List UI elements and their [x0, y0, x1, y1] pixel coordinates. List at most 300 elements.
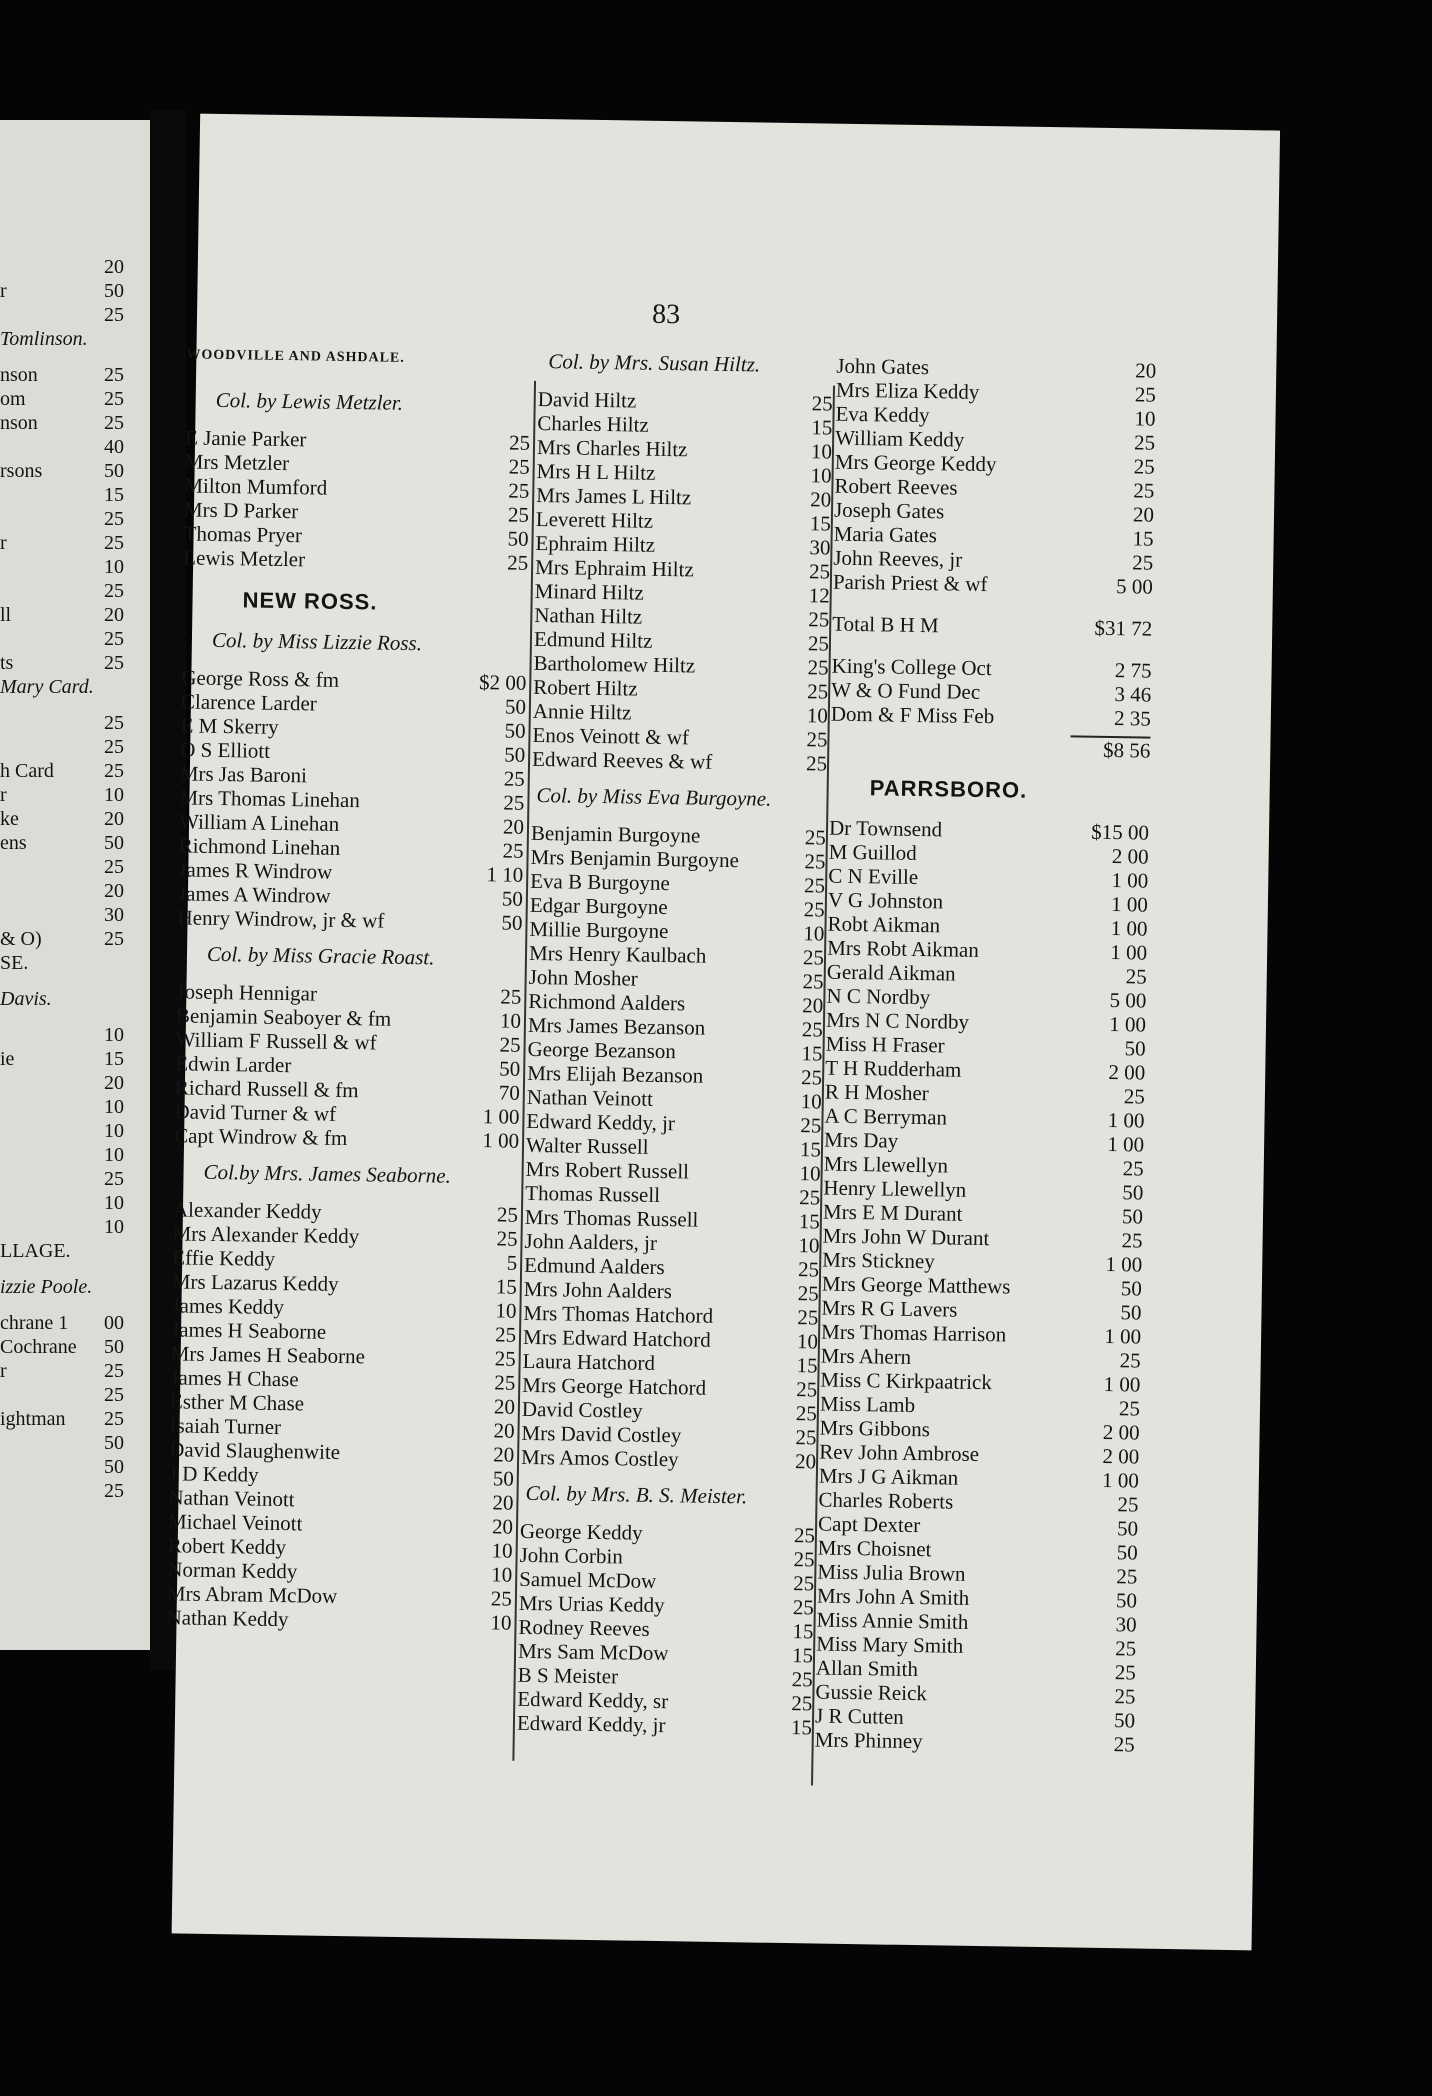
donation-amount: 15: [791, 1643, 814, 1668]
collector-heading: Col. by Miss Lizzie Ross.: [211, 627, 423, 656]
left-page-text: h Card: [0, 760, 54, 782]
donor-name: Miss H Fraser: [825, 1031, 945, 1058]
left-page-amount: 20: [104, 256, 124, 278]
donation-amount: 2 35: [1113, 706, 1152, 731]
donation-amount: 15: [495, 1274, 518, 1299]
donor-name: Leverett Hiltz: [535, 506, 654, 533]
donor-name: Mrs Henry Kaulbach: [528, 940, 707, 968]
donor-name: T H Rudderham: [825, 1055, 962, 1082]
donation-amount: 50: [1116, 1516, 1139, 1541]
donation-amount: 25: [1115, 1636, 1137, 1661]
left-page-amount: 20: [104, 1072, 124, 1094]
donor-name: George Keddy: [519, 1518, 643, 1545]
donation-amount: 50: [492, 1466, 514, 1491]
left-page-amount: 40: [104, 436, 124, 458]
donation-amount: 25: [1118, 1396, 1141, 1421]
donation-amount: 25: [797, 1257, 820, 1282]
donor-name: Mrs Jas Baroni: [179, 761, 308, 788]
donor-name: Parish Priest & wf: [832, 569, 988, 597]
donation-amount: 25: [1114, 1660, 1137, 1685]
left-page-amount: [84, 988, 150, 1012]
donation-amount: 25: [507, 502, 530, 527]
donation-amount: 2 00: [1111, 844, 1149, 869]
donation-amount: 25: [494, 1346, 516, 1371]
donation-amount: 2 75: [1114, 658, 1152, 683]
left-page-amount: 25: [104, 760, 124, 782]
donation-amount: 25: [507, 550, 529, 575]
left-page-row: [0, 1384, 150, 1408]
donation-amount: 25: [503, 766, 525, 791]
donor-name: William Keddy: [835, 425, 965, 452]
sum-amount: $8 56: [1102, 737, 1151, 763]
donation-amount: 1 00: [482, 1128, 520, 1153]
left-page-amount: 10: [104, 1024, 124, 1046]
donation-amount: 10: [491, 1562, 513, 1587]
left-page-amount: 25: [104, 1360, 124, 1382]
donor-name: Norman Keddy: [167, 1557, 298, 1584]
donor-name: Thomas Pryer: [183, 521, 303, 548]
donation-amount: 50: [1122, 1180, 1144, 1205]
page-number: 83: [651, 298, 681, 331]
donor-name: Alexander Keddy: [172, 1197, 322, 1224]
left-page-row: [0, 364, 150, 388]
left-page-row: [0, 712, 150, 736]
donation-amount: 25: [793, 1571, 815, 1596]
left-page-row: [0, 328, 150, 352]
donation-amount: 10: [799, 1161, 821, 1186]
left-page-text: Mary Card.: [0, 676, 94, 698]
donation-amount: 25: [1122, 1156, 1144, 1181]
left-page-row: [0, 784, 150, 808]
donation-amount: 25: [811, 391, 833, 416]
donor-name: David Turner & wf: [174, 1099, 337, 1126]
donor-name: Mrs Thomas Hatchord: [523, 1300, 714, 1328]
column-2: [517, 349, 834, 1739]
donation-amount: 25: [1125, 964, 1147, 989]
donation-amount: 25: [806, 727, 828, 752]
donation-amount: 30: [1115, 1612, 1137, 1637]
donor-row: [183, 545, 528, 574]
donation-amount: 25: [494, 1370, 516, 1395]
donation-amount: 1 00: [1105, 1251, 1143, 1277]
donor-name: Mrs Eliza Keddy: [835, 377, 980, 404]
donor-name: Edmund Aalders: [523, 1252, 665, 1280]
donation-amount: 25: [797, 1305, 819, 1330]
donor-name: Nathan Keddy: [166, 1605, 289, 1632]
donor-name: Mrs Sam McDow: [517, 1638, 669, 1666]
left-page-text: LLAGE.: [0, 1240, 71, 1262]
donor-name: Nathan Veinott: [526, 1084, 654, 1111]
left-page-row: [0, 652, 150, 676]
left-page-row: [0, 628, 150, 652]
donation-amount: 50: [501, 886, 524, 911]
donor-name: Minard Hiltz: [534, 578, 644, 605]
donor-name: William A Linehan: [178, 809, 340, 836]
donor-name: Richmond Linehan: [178, 833, 341, 860]
donation-amount: 15: [798, 1209, 821, 1234]
collector-heading: Col. by Miss Eva Burgoyne.: [536, 782, 772, 811]
donor-name: Milton Mumford: [184, 473, 328, 500]
left-page-amount: 10: [104, 556, 124, 578]
donor-name: Joseph Gates: [833, 497, 945, 524]
left-page-text: om: [0, 388, 26, 410]
donation-amount: 25: [503, 790, 525, 815]
total-label: Total B H M: [832, 611, 939, 638]
parish-heading: PARRSBORO.: [869, 775, 1028, 803]
donation-amount: 25: [500, 984, 522, 1009]
donation-amount: 25: [808, 607, 830, 632]
donor-name: James R Windrow: [178, 857, 333, 884]
donation-amount: 50: [1113, 1708, 1136, 1733]
donation-amount: 25: [1119, 1348, 1141, 1373]
donor-name: Mrs George Hatchord: [522, 1372, 707, 1400]
donation-amount: 10: [490, 1610, 512, 1635]
left-page-text: ie: [0, 1048, 15, 1070]
donation-amount: 5: [506, 1250, 518, 1275]
donor-name: John Mosher: [528, 964, 638, 991]
collector-heading: Col. by Miss Gracie Roast.: [206, 941, 435, 970]
left-page-amount: 25: [104, 628, 124, 650]
book-page: [166, 114, 1280, 1951]
left-page-amount: 20: [104, 604, 124, 626]
donor-name: Richard Russell & fm: [174, 1075, 359, 1103]
donor-name: Mrs David Costley: [521, 1420, 682, 1448]
donation-amount: 5 00: [1109, 988, 1147, 1013]
donation-amount: 20: [794, 1449, 817, 1474]
left-page-text: & O): [0, 928, 42, 950]
donor-name: Mrs James L Hiltz: [536, 482, 692, 510]
donor-name: Thomas Russell: [525, 1180, 661, 1207]
left-page-amount: 25: [104, 736, 124, 758]
donor-row: [831, 702, 1151, 731]
donation-amount: 25: [800, 1065, 823, 1090]
left-page-amount: 25: [104, 1384, 124, 1406]
donation-amount: 25: [807, 631, 830, 656]
donor-name: Henry Llewellyn: [823, 1175, 967, 1202]
left-page-amount: 15: [104, 484, 124, 506]
donor-name: Miss Mary Smith: [816, 1631, 964, 1658]
donor-name: Rev John Ambrose: [819, 1439, 980, 1467]
donor-name: Mrs J G Aikman: [818, 1463, 959, 1490]
collector-heading: Col.by Mrs. James Seaborne.: [203, 1159, 452, 1188]
donation-amount: 3 46: [1114, 682, 1152, 707]
donation-amount: 25: [795, 1425, 817, 1450]
left-page-row: [0, 928, 150, 952]
left-page-amount: 10: [104, 1144, 124, 1166]
donor-name: Joseph Hennigar: [176, 979, 318, 1006]
donation-amount: 25: [804, 825, 827, 850]
donor-name: Mrs James H Seaborne: [170, 1341, 366, 1369]
left-page-amount: 20: [104, 880, 124, 902]
donor-name: James H Chase: [170, 1365, 299, 1392]
donor-name: Charles Hiltz: [537, 410, 649, 437]
left-page-row: [0, 580, 150, 604]
donation-amount: 25: [801, 1017, 824, 1042]
left-page-row: [0, 832, 150, 856]
donor-name: Mrs Charles Hiltz: [536, 434, 688, 462]
donor-name: Edgar Burgoyne: [529, 892, 668, 920]
donation-amount: $15 00: [1091, 819, 1150, 845]
left-page-row: [0, 1216, 150, 1240]
donor-name: Mrs Metzler: [184, 449, 290, 476]
left-page-amount: 50: [104, 1456, 124, 1478]
donation-amount: 1 10: [486, 862, 524, 887]
donor-name: John Gates: [836, 353, 930, 380]
donation-amount: 1 00: [482, 1104, 520, 1129]
donor-name: George Bezanson: [527, 1036, 677, 1064]
left-page-row: [0, 676, 150, 700]
donation-amount: 25: [499, 1032, 521, 1057]
donor-name: Edmund Hiltz: [533, 626, 653, 653]
donation-amount: 25: [803, 873, 826, 898]
donation-amount: 25: [1123, 1084, 1146, 1109]
donor-name: Edward Keddy, jr: [526, 1108, 676, 1136]
donor-name: Richmond Aalders: [528, 988, 686, 1016]
donation-amount: 20: [810, 487, 832, 512]
left-page-row: [0, 256, 150, 280]
left-page-amount: 25: [104, 928, 124, 950]
left-page-amount: 25: [104, 1168, 124, 1190]
left-page-amount: 25: [104, 508, 124, 530]
left-page-text: SE.: [0, 952, 29, 974]
donation-amount: 12: [808, 583, 830, 608]
donor-name: R H Mosher: [824, 1079, 929, 1106]
donation-amount: 25: [800, 1113, 822, 1138]
donation-amount: 25: [496, 1226, 518, 1251]
left-page-row: [0, 1120, 150, 1144]
donation-amount: 15: [796, 1353, 818, 1378]
donation-amount: 25: [802, 945, 825, 970]
left-page-row: [0, 436, 150, 460]
donation-amount: 25: [502, 838, 524, 863]
donor-name: Eva B Burgoyne: [530, 868, 670, 896]
left-page-row: [0, 988, 150, 1012]
donation-amount: 50: [1116, 1540, 1138, 1565]
donor-name: E Janie Parker: [184, 425, 307, 452]
donor-name: Mrs Abram McDow: [166, 1581, 338, 1608]
donation-amount: 25: [490, 1586, 513, 1611]
left-page-amount: 25: [104, 412, 124, 434]
donor-name: Bartholomew Hiltz: [533, 650, 696, 678]
donor-name: Samuel McDow: [519, 1566, 657, 1593]
left-page-amount: 25: [104, 856, 124, 878]
donation-amount: 25: [799, 1185, 821, 1210]
donation-amount: 10: [803, 921, 825, 946]
donation-amount: 25: [508, 478, 530, 503]
left-page-row: [0, 508, 150, 532]
donation-amount: 15: [801, 1041, 823, 1066]
donor-name: Esther M Chase: [169, 1389, 305, 1416]
donation-amount: 25: [793, 1547, 815, 1572]
donor-row: [521, 1445, 816, 1474]
donor-name: Mrs John A Smith: [816, 1583, 970, 1610]
donation-amount: 25: [508, 430, 531, 455]
donation-amount: 25: [1117, 1492, 1139, 1517]
donor-name: Mrs John W Durant: [822, 1223, 990, 1251]
left-page-amount: 10: [104, 1216, 124, 1238]
left-page-fragment: [0, 120, 150, 1650]
donor-name: Edward Keddy, jr: [516, 1710, 666, 1738]
donor-name: V G Johnston: [827, 887, 944, 914]
donation-amount: 20: [502, 814, 525, 839]
donation-amount: 10: [796, 1329, 819, 1354]
donor-name: Mrs Thomas Russell: [524, 1204, 699, 1232]
donor-name: Nathan Hiltz: [534, 602, 643, 629]
donor-name: Gussie Reick: [815, 1679, 928, 1706]
left-page-amount: 25: [104, 532, 124, 554]
total-row: [832, 612, 1152, 641]
donor-name: Rodney Reeves: [518, 1614, 650, 1641]
left-page-row: [0, 1024, 150, 1048]
donor-name: Laura Hatchord: [522, 1348, 656, 1375]
left-page-row: [0, 1168, 150, 1192]
left-page-row: [0, 1456, 150, 1480]
donor-name: Miss C Kirkpaatrick: [820, 1367, 993, 1395]
donation-amount: 10: [806, 703, 829, 728]
left-page-row: [0, 1192, 150, 1216]
donor-name: Mrs Urias Keddy: [518, 1590, 665, 1618]
donor-name: William F Russell & wf: [175, 1027, 377, 1055]
donation-amount: 25: [792, 1595, 815, 1620]
left-page-row: [0, 556, 150, 580]
left-page-row: [0, 880, 150, 904]
donor-name: Robert Reeves: [834, 473, 958, 500]
donor-name: King's College Oct: [831, 653, 992, 681]
left-page-row: [0, 1096, 150, 1120]
donor-name: Robt Aikman: [827, 911, 941, 938]
left-page-amount: 50: [104, 1336, 124, 1358]
donation-amount: 25: [1113, 1732, 1135, 1757]
donor-name: James A Windrow: [177, 881, 331, 908]
left-page-text: nson: [0, 412, 38, 434]
left-page-text: rsons: [0, 460, 43, 482]
donation-amount: 25: [802, 969, 824, 994]
donor-name: Miss Julia Brown: [817, 1559, 966, 1586]
donor-name: Annie Hiltz: [532, 698, 632, 725]
donor-row: [166, 1605, 511, 1634]
left-page-text: ke: [0, 808, 19, 830]
donation-amount: 20: [493, 1418, 515, 1443]
donor-name: Effie Keddy: [172, 1245, 276, 1271]
donation-amount: 1 00: [1110, 916, 1148, 941]
donation-amount: 50: [507, 526, 529, 551]
donation-amount: 25: [1121, 1228, 1143, 1253]
donor-name: Dr Townsend: [828, 815, 943, 842]
donor-name: Miss Lamb: [819, 1391, 916, 1418]
donation-amount: 25: [795, 1401, 818, 1426]
donation-amount: 1 00: [1111, 868, 1149, 893]
donor-name: M Guillod: [828, 839, 917, 865]
donor-name: Mrs Elijah Bezanson: [526, 1060, 704, 1088]
donation-amount: $2 00: [478, 670, 527, 695]
column-1: [166, 343, 531, 1634]
left-page-amount: [94, 676, 150, 700]
donation-amount: 10: [499, 1008, 522, 1033]
donor-name: J R Cutten: [814, 1703, 904, 1729]
donation-amount: 50: [1120, 1300, 1142, 1325]
donation-amount: 1 00: [1103, 1371, 1141, 1397]
left-page-row: [0, 1144, 150, 1168]
donation-amount: 20: [1132, 502, 1155, 527]
donor-name: David Hiltz: [537, 386, 637, 413]
sum-row: [830, 734, 1150, 763]
left-page-amount: 10: [104, 1096, 124, 1118]
donor-name: George Ross & fm: [181, 665, 340, 692]
parish-heading: NEW ROSS.: [242, 587, 378, 615]
left-page-amount: 25: [104, 1480, 124, 1502]
left-page-amount: [92, 1276, 150, 1300]
left-page-text: chrane 1: [0, 1312, 69, 1334]
left-page-text: Cochrane: [0, 1336, 77, 1358]
donor-name: Robert Keddy: [167, 1533, 287, 1560]
donor-name: Mrs Day: [823, 1127, 899, 1153]
left-page-amount: 25: [104, 712, 124, 734]
donation-amount: 50: [503, 742, 526, 767]
left-page-amount: 50: [104, 832, 124, 854]
donor-name: J D Keddy: [168, 1461, 259, 1487]
donor-name: Mrs Stickney: [822, 1247, 936, 1274]
donor-name: Isaiah Turner: [169, 1413, 282, 1440]
donation-amount: 2 00: [1102, 1443, 1140, 1469]
donor-name: James H Seaborne: [170, 1317, 327, 1344]
donation-amount: 1 00: [1107, 1132, 1145, 1157]
donor-name: W & O Fund Dec: [831, 677, 981, 704]
total-amount: $31 72: [1094, 615, 1153, 641]
donor-name: Millie Burgoyne: [529, 916, 669, 944]
donor-name: Capt Dexter: [817, 1511, 921, 1538]
left-page-row: [0, 304, 150, 328]
left-page-text: nson: [0, 364, 38, 386]
donation-amount: 10: [810, 439, 833, 464]
left-page-row: [0, 1276, 150, 1300]
donor-name: Benjamin Burgoyne: [530, 820, 701, 848]
left-page-amount: 25: [104, 364, 124, 386]
donor-name: Mrs Choisnet: [817, 1535, 932, 1562]
donor-name: Mrs Amos Costley: [520, 1444, 679, 1472]
left-page-text: r: [0, 1360, 7, 1382]
left-page-amount: [88, 328, 150, 352]
donation-amount: 25: [494, 1322, 517, 1347]
donation-amount: 25: [803, 897, 825, 922]
donor-name: Henry Windrow, jr & wf: [177, 905, 385, 933]
donor-row: [517, 1711, 812, 1740]
left-page-row: [0, 1336, 150, 1360]
left-page-amount: 25: [104, 652, 124, 674]
donation-amount: 25: [797, 1281, 819, 1306]
donation-amount: 50: [499, 1056, 521, 1081]
donor-name: Mrs R G Lavers: [821, 1295, 958, 1322]
donor-name: Mrs E M Durant: [822, 1199, 963, 1226]
donation-amount: 20: [492, 1490, 514, 1515]
donation-amount: 15: [1132, 526, 1154, 551]
donor-name: Ephraim Hiltz: [535, 530, 656, 557]
left-page-amount: 10: [104, 1192, 124, 1214]
left-page-amount: 10: [104, 784, 124, 806]
left-page-amount: 20: [104, 808, 124, 830]
left-page-row: [0, 484, 150, 508]
donor-name: Eva Keddy: [835, 401, 930, 428]
donation-amount: 15: [811, 415, 833, 440]
left-page-amount: 25: [104, 388, 124, 410]
left-page-row: [0, 604, 150, 628]
donor-name: Maria Gates: [833, 521, 938, 548]
left-page-text: Tomlinson.: [0, 328, 88, 350]
donation-amount: 1 00: [1104, 1323, 1142, 1349]
donor-name: Allan Smith: [815, 1655, 919, 1682]
donor-name: Mrs Alexander Keddy: [172, 1221, 360, 1249]
donor-name: James Keddy: [171, 1293, 285, 1320]
left-page-amount: 25: [104, 1408, 124, 1430]
